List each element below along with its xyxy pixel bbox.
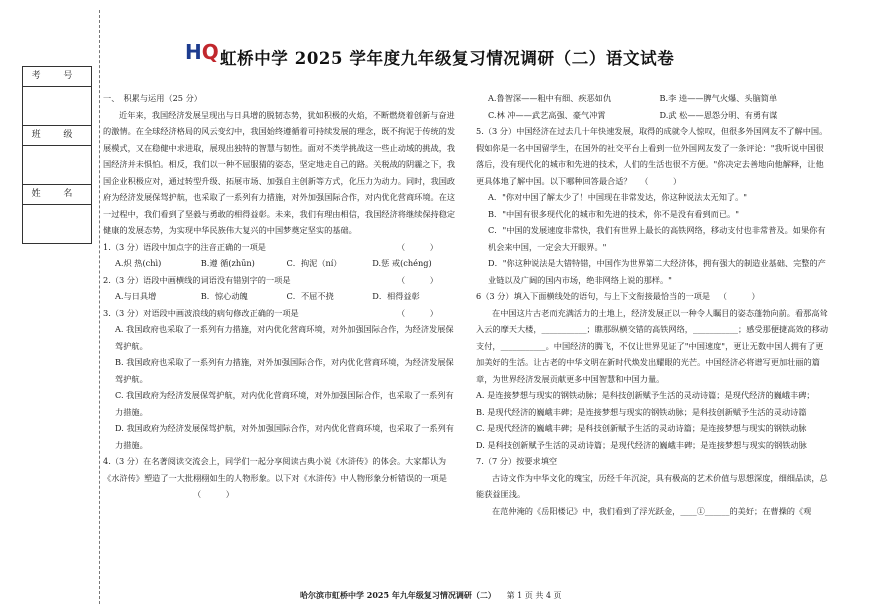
q2-option-c: C．不屈不挠 [286, 291, 334, 301]
right-column [476, 90, 831, 519]
q6-option-a: A. 是连接梦想与现实的钢铁动脉；是科技创新赋予生活的灵动诗篇；是现代经济的巍峨丰碑； [476, 390, 815, 400]
section-heading: 一、 积累与运用（25 分） [103, 93, 202, 103]
q3-option-a: A. 我国政府也采取了一系列有力措施，对内优化营商环境，对外加强国际合作，为经济发展保驾护航。 [115, 324, 454, 351]
question-3 [103, 305, 458, 322]
intro-passage: 近年来，我国经济发展呈现出与日具增的脱韧态势，犹如积极的火焰，不断燃烧着创新与奋进的激情。在全球经济格局的风云变幻中，我国始终遵循着可持续发展的理念，既不拘泥于传统的发展模式，又在稳健中求进取，展现出独特的智慧与韧性。面对不类学挑战这一些止动域的挑战，我国经济并未惧怕。相反，我们以一种不屈服猜的姿态，坚定地走自己的路。关税战的阴霾之下，我国企业积极应对，通过转型升级、拓展市场、加强自主创新等方式，化压力为动力。同时，我国政府为经济发展保驾护航，也采取了一系列有力措施，对外加强国际合作，对内优化营商环境。在这一过程中，我们看到了坚毅与勇敢的相得益彰。未来，我们有理由相信，我国经济将继续保持稳定健康的发展态势，为实现中华民族伟大复兴的中国梦奠定坚实的基础。 [103, 109, 456, 235]
page-title: 虹桥中学 2025 学年度九年级复习情况调研（二）语文试卷 [220, 49, 675, 68]
q2-answer-bracket: （ ） [397, 274, 438, 285]
page-footer [300, 590, 562, 601]
question-7: 7.（7 分）按要求填空 [476, 456, 558, 466]
q3-option-d: D. 我国政府为经济发展保驾护航，对外加强国际合作，对内优化营商环境，也采取了一系列有力措施。 [115, 423, 454, 450]
exam-no-label: 考 号 [22, 66, 92, 86]
q2-stem: 2.（3 分）语段中画横线的词语没有错别字的一项是 [103, 274, 291, 285]
q1-stem: 1.（3 分）语段中加点字的注音正确的一项是 [103, 241, 266, 252]
q1-option-c: C．拘泥（ní） [286, 258, 342, 268]
q6-option-d: D. 是科技创新赋予生活的灵动诗篇；是现代经济的巍峨丰碑；是连接梦想与现实的钢铁动脉 [476, 439, 807, 450]
page-number: 第 1 页 共 4 页 [506, 591, 562, 600]
question-2 [103, 272, 458, 289]
school-logo [185, 40, 219, 64]
q5-option-a: A．"你对中国了解太少了！中国现在非常发达，你这种说法太无知了。" [488, 192, 748, 202]
q5-option-b: B．"中国有很多现代化的城市和先进的技术，你不是没有看到而已。" [488, 208, 739, 219]
q2-option-b: B．惊心动魄 [200, 291, 248, 301]
q5-stem: 5.（3 分）中国经济在过去几十年快速发展，取得的成就令人惊叹，但很多外国网友不了解中国。假如你是一名中国留学生，在国外的社交平台上看到一位外国网友发了一条评论："我听说中国很落后，没有现代化的城市和先进的技术，人们的生活也很不方便。"你决定去善地向他解释，让他更具体地了解中国。以下哪种回答最合适？ [476, 126, 828, 186]
q3-stem: 3.（3 分）对语段中画波浪线的病句修改正确的一项是 [103, 307, 299, 318]
q6-option-b: B. 是现代经济的巍峨丰碑；是连接梦想与现实的钢铁动脉；是科技创新赋予生活的灵动诗篇 [476, 406, 807, 417]
binding-line [99, 10, 100, 604]
q5-answer-bracket: （ ） [640, 175, 682, 186]
name-field[interactable] [22, 204, 92, 244]
q3-option-c: C. 我国政府为经济发展保驾护航，对内优化营商环境，对外加强国际合作，也采取了一系列有力措施。 [115, 390, 454, 417]
q6-passage: 在中国这片古老而充满活力的土地上，经济发展正以一种令人瞩目的姿态蓬勃向前。看那高耸入云的摩天大楼，___________；瞧那纵横交错的高铁网络，___________；感受那便捷高效的移动支付，___________。中国经济的腾飞，不仅让世界见证了"中国速度"，更让无数中国人拥有了更加美好的生活。让古老的中华文明在新时代焕发出耀眼的光芒。中国经济必将谱写更加壮丽的篇章，为世界经济发展贡献更多中国智慧和中国力量。 [476, 307, 829, 384]
q1-option-d: D.惩 戒(chéng) [372, 258, 432, 268]
q4-options-ab [476, 90, 831, 107]
logo-h: H [185, 40, 202, 64]
q3-option-b: B. 我国政府也采取了一系列有力措施，对外加强国际合作，对内优化营商环境，为经济发展保驾护航。 [115, 357, 454, 384]
question-4 [103, 453, 458, 503]
binding-strip [22, 66, 92, 244]
logo-q: Q [201, 40, 219, 64]
left-column [103, 90, 458, 503]
q2-option-a: A.与日具增 [115, 291, 157, 301]
q4-answer-bracket: （ ） [193, 489, 234, 499]
question-1 [103, 239, 458, 256]
q1-options [103, 255, 458, 272]
q2-option-d: D．相得益彰 [372, 291, 420, 301]
q1-answer-bracket: （ ） [397, 241, 438, 252]
q1-option-b: B.遵 循(zhūn) [200, 258, 255, 268]
q5-option-c: C．"中国的发展速度非常快，我们有世界上最长的高铁网络，移动支付也非常普及。如果你有机会来中国，一定会大开眼界。" [488, 225, 826, 252]
q5-option-d: D．"你这种说法是大错特错，中国作为世界第二大经济体，拥有强大的制造业基础、完整的产业链以及广阔的国内市场，绝非网络上说的那样。" [488, 258, 826, 285]
q4-option-b: B.李 逵——脾气火爆、头脑简单 [659, 93, 778, 103]
q4-stem: 4.（3 分）在名著阅读交流会上，同学们一起分享阅读古典小说《水浒传》的体会。大家都认为《水浒传》塑造了一大批栩栩如生的人物形象。以下对《水浒传》中人物形象分析错误的一项是 [103, 456, 447, 483]
q6-answer-bracket: （ ） [718, 291, 760, 301]
q3-answer-bracket: （ ） [397, 307, 438, 318]
q6-option-c: C. 是现代经济的巍峨丰碑；是科技创新赋予生活的灵动诗篇；是连接梦想与现实的钢铁动脉 [476, 423, 807, 433]
q4-option-a: A.鲁智深——粗中有细、疾恶如仇 [488, 93, 612, 103]
q2-options [103, 288, 458, 305]
q6-stem: 6（3 分）填入下面横线处的语句，与上下文衔接最恰当的一项是 [476, 291, 711, 301]
q4-option-c: C.林 冲——武艺高强、豪气冲霄 [488, 109, 606, 120]
q1-option-a: A.炽 热(chì) [115, 258, 162, 268]
name-label: 姓 名 [22, 184, 92, 204]
q7-passage: 古诗文作为中华文化的瑰宝，历经千年沉淀，具有极高的艺术价值与思想深度，细细品读，总能获益匪浅。 [476, 472, 828, 499]
question-5 [476, 123, 831, 189]
q4-option-d: D.武 松——恩怨分明、有勇有谋 [659, 109, 778, 120]
exam-no-field[interactable] [22, 86, 92, 125]
class-label: 班 级 [22, 125, 92, 145]
class-field[interactable] [22, 145, 92, 184]
q7-passage-2: 在范仲淹的《岳阳楼记》中，我们看到了浮光跃金，____①______的美好；在曹操的《观 [492, 505, 812, 516]
question-6 [476, 288, 831, 305]
footer-text: 哈尔滨市虹桥中学 2025 年九年级复习情况调研（二） [300, 590, 496, 600]
q4-options-cd [476, 107, 831, 124]
